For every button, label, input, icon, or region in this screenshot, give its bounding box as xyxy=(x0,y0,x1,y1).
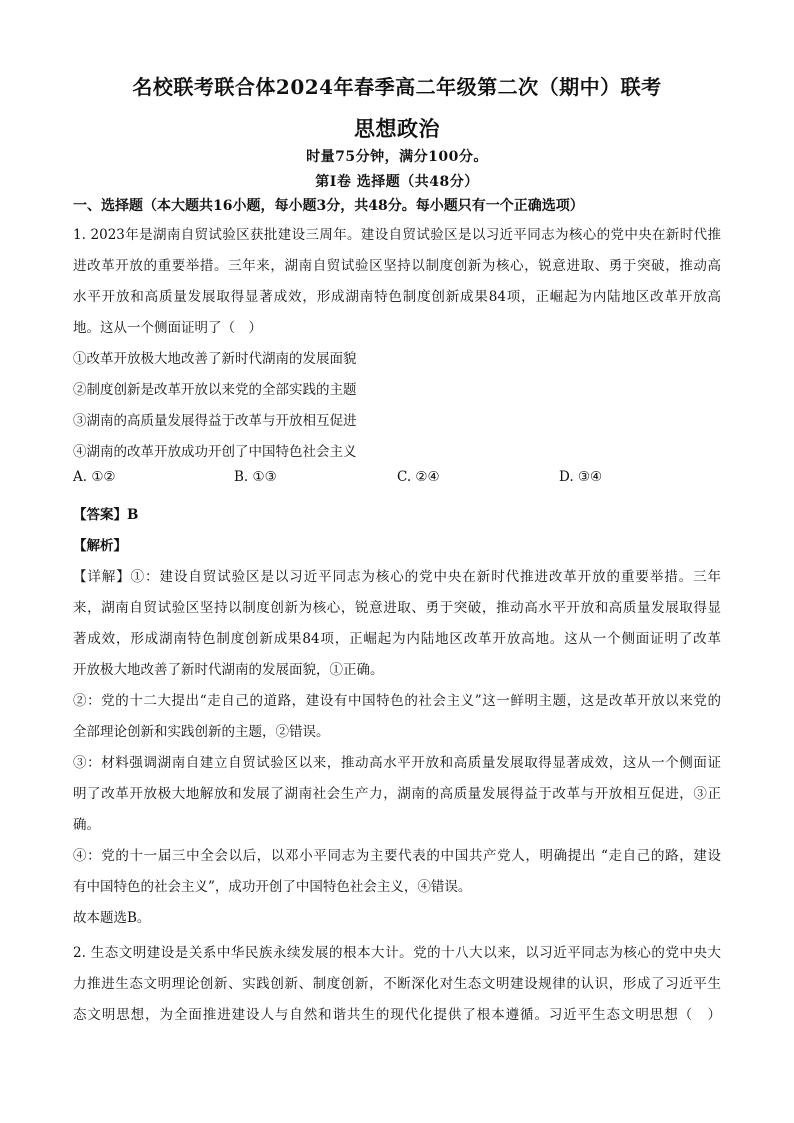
stem-line: 2. 生态文明建设是关系中华民族永续发展的根本大计。党的十八大以来，以习近平同志为核心的党中央大 xyxy=(73,945,721,961)
explain-line: 全部理论创新和实践创新的主题，②错误。 xyxy=(73,724,330,740)
stem-line: 态文明思想，为全面推进建设人与自然和谐共生的现代化提供了根本遵循。习近平生态文明思想（ ） xyxy=(73,1007,721,1023)
question-2-stem xyxy=(73,938,721,1031)
stem-line: 力推进生态文明理论创新、实践创新、制度创新，不断深化对生态文明建设规律的认识，形成了习近平生 xyxy=(73,976,721,992)
part-title: 第Ⅰ卷 选择题（共48分） xyxy=(315,174,479,190)
time-score-note: 时量75分钟，满分100分。 xyxy=(306,149,488,165)
stem-line: 1. 2023年是湖南自贸试验区获批建设三周年。建设自贸试验区是以习近平同志为核心的党中央在新时代推 xyxy=(73,227,721,243)
statement: ④湖南的改革开放成功开创了中国特色社会主义 xyxy=(73,444,357,460)
explain-line: 【详解】①：建设自贸试验区是以习近平同志为核心的党中央在新时代推进改革开放的重要举措。三年 xyxy=(73,569,721,585)
option-c: C. ②④ xyxy=(397,469,440,485)
explain-line: 确。 xyxy=(73,817,100,833)
section-title: 一、选择题（本大题共16小题，每小题3分，共48分。每小题只有一个正确选项） xyxy=(73,198,584,214)
statement: ②制度创新是改革开放以来党的全部实践的主题 xyxy=(73,382,357,398)
explain-line: 有中国特色的社会主义”，成功开创了中国特色社会主义，④错误。 xyxy=(73,879,472,895)
option-a: A. ①② xyxy=(73,469,116,485)
question-1-stem xyxy=(73,220,721,468)
explain-line: 开放极大地改善了新时代湖南的发展面貌，①正确。 xyxy=(73,662,384,678)
stem-line: 地。这从一个侧面证明了（ ） xyxy=(73,320,262,336)
explain-line: ④：党的十一届三中全会以后，以邓小平同志为主要代表的中国共产党人，明确提出 “走自己的路，建设 xyxy=(73,848,721,864)
question-1-solution xyxy=(73,500,721,934)
explain-line: 来，湖南自贸试验区坚持以制度创新为核心，锐意进取、勇于突破，推动高水平开放和高质量发展取得显 xyxy=(73,600,721,616)
exam-title: 名校联考联合体2024年春季高二年级第二次（期中）联考 xyxy=(132,75,662,99)
subject-title: 思想政治 xyxy=(354,116,440,141)
statement: ③湖南的高质量发展得益于改革与开放相互促进 xyxy=(73,413,357,429)
explain-line: 故本题选B。 xyxy=(73,910,151,926)
answer-line: 【答案】B xyxy=(73,507,139,523)
option-d: D. ③④ xyxy=(559,469,603,485)
explain-line: 明了改革开放极大地解放和发展了湖南社会生产力，湖南的高质量发展得益于改革与开放相互促进，③正 xyxy=(73,786,721,802)
analysis-label: 【解析】 xyxy=(73,538,127,554)
stem-line: 水平开放和高质量发展取得显著成效，形成湖南特色制度创新成果84项，正崛起为内陆地区改革开放高 xyxy=(73,289,721,305)
statement: ①改革开放极大地改善了新时代湖南的发展面貌 xyxy=(73,351,357,367)
option-b: B. ①③ xyxy=(234,469,277,485)
explain-line: 著成效，形成湖南特色制度创新成果84项，正崛起为内陆地区改革开放高地。这从一个侧面证明了改革 xyxy=(73,631,721,647)
explain-line: ②：党的十二大提出“走自己的道路，建设有中国特色的社会主义”这一鲜明主题，这是改革开放以来党的 xyxy=(73,693,721,709)
stem-line: 进改革开放的重要举措。三年来，湖南自贸试验区坚持以制度创新为核心，锐意进取、勇于突破，推动高 xyxy=(73,258,721,274)
explain-line: ③：材料强调湖南自建立自贸试验区以来，推动高水平开放和高质量发展取得显著成效，这从一个侧面证 xyxy=(73,755,721,771)
